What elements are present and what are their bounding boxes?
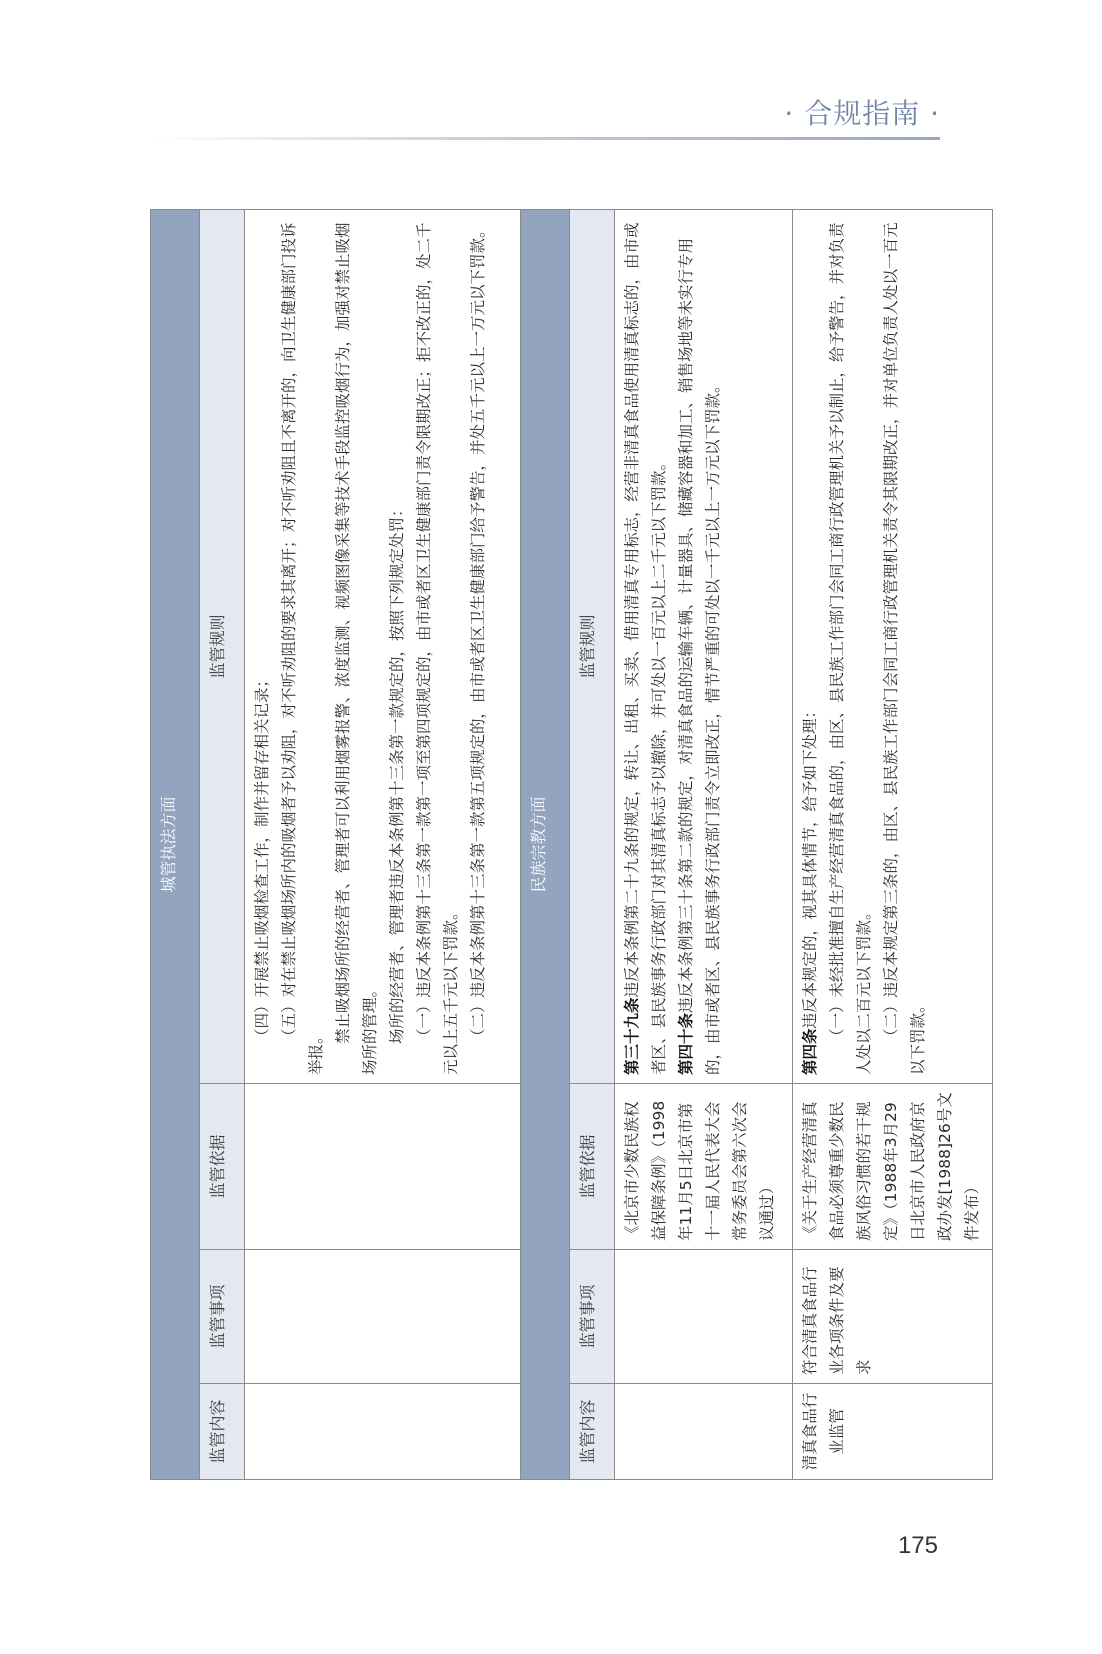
rule-text: 违反本条例第三十条第二款的规定，对清真食品的运输车辆、计量器具、储藏容器和加工、销售场地等未实行专用的，由市或者区、县民族事务行政部门责令立即改正，情节严重的可处以一千元以上一万元以下罚款。 (677, 237, 722, 1075)
cell-rules (793, 209, 993, 1083)
col-header-content: 监管内容 (200, 1384, 245, 1480)
section-header-row (521, 209, 570, 1479)
rule-text: （五）对在禁止吸烟场所内的吸烟者予以劝阻，对不听劝阻的要求其离开；对不听劝阻且不离开的，向卫生健康部门投诉举报。 (280, 222, 325, 1075)
rule-text: （二）违反本规定第三条的，由区、县民族工作部门会同工商行政管理机关责令其限期改正，并对单位负责人处以一百元以下罚款。 (882, 222, 927, 1075)
col-header-rules: 监管规则 (200, 209, 245, 1083)
page-header-title: · 合规指南 · (784, 97, 940, 130)
rule-text: 场所的经营者、管理者违反本条例第十三条第一款规定的，按照下列规定处罚： (388, 501, 406, 1044)
rule-text: 违反本规定的，视其具体情节，给予如下处理： (801, 702, 819, 1029)
section-header-row (151, 209, 200, 1479)
cell-content: 清真食品行业监管 (793, 1384, 993, 1480)
rule-text: （一）未经批准擅自生产经营清真食品的，由区、县民族工作部门会同工商行政管理机关予以制止，给予警告，并对负责人处以二百元以下罚款。 (828, 222, 873, 1075)
col-header-item: 监管事项 (200, 1250, 245, 1384)
cell-basis: 《北京市少数民族权益保障条例》（1998年11月5日北京市第十一届人民代表大会常务委员会第六次会议通过） (615, 1084, 793, 1250)
cell-item (615, 1250, 793, 1384)
col-header-item: 监管事项 (570, 1250, 615, 1384)
section-title-ethnic: 民族宗教方面 (521, 209, 570, 1479)
cell-item (245, 1250, 521, 1384)
cell-rules (615, 209, 793, 1083)
cell-basis (245, 1084, 521, 1250)
cell-rules (245, 209, 521, 1083)
col-header-basis: 监管依据 (570, 1084, 615, 1250)
cell-content (245, 1384, 521, 1480)
rule-text: （一）违反本条例第十三条第一款第一项至第四项规定的，由市或者区卫生健康部门责令限期改正；拒不改正的，处二千元以上五千元以下罚款。 (415, 222, 460, 1075)
rule-paragraph (797, 218, 824, 1075)
table-row (245, 209, 521, 1479)
rule-paragraph (673, 218, 727, 1075)
table-row (793, 209, 993, 1479)
column-header-row (200, 209, 245, 1479)
rule-text: 违反本条例第二十九条的规定，转让、出租、买卖、借用清真专用标志，经营非清真食品使用清真标志的，由市或者区、县民族事务行政部门对其清真标志予以撤除，并可处以一百元以上二千元以下罚款。 (623, 222, 668, 1075)
rotated-table-wrapper (150, 210, 981, 1480)
rule-paragraph (619, 218, 673, 1075)
col-header-rules: 监管规则 (570, 209, 615, 1083)
article-number: 第四条 (801, 1028, 819, 1075)
article-number: 第四十条 (677, 1012, 695, 1075)
col-header-basis: 监管依据 (200, 1084, 245, 1250)
table-row (615, 209, 793, 1479)
article-number: 第三十九条 (623, 997, 641, 1075)
header-divider (150, 137, 940, 140)
rule-text: （二）违反本条例第十三条第一款第五项规定的，由市或者区卫生健康部门给予警告，并处五千元以上一万元以下罚款。 (469, 222, 487, 1044)
cell-item: 符合清真食品行业各项条件及要求 (793, 1250, 993, 1384)
column-header-row (570, 209, 615, 1479)
col-header-content: 监管内容 (570, 1384, 615, 1480)
cell-content (615, 1384, 793, 1480)
regulation-table (150, 209, 993, 1480)
rule-text: （四）开展禁止吸烟检查工作，制作并留存相关记录； (253, 671, 271, 1044)
cell-basis: 《关于生产经营清真食品必须尊重少数民族风俗习惯的若干规定》（1988年3月29日北京市人民政府京政办发[1988]26号文件发布） (793, 1084, 993, 1250)
page-number: 175 (897, 1532, 938, 1559)
section-title-urban: 城管执法方面 (151, 209, 200, 1479)
rule-text: 禁止吸烟场所的经营者、管理者可以利用烟雾报警、浓度监测、视频图像采集等技术手段监控吸烟行为，加强对禁止吸烟场所的管理。 (334, 222, 379, 1075)
